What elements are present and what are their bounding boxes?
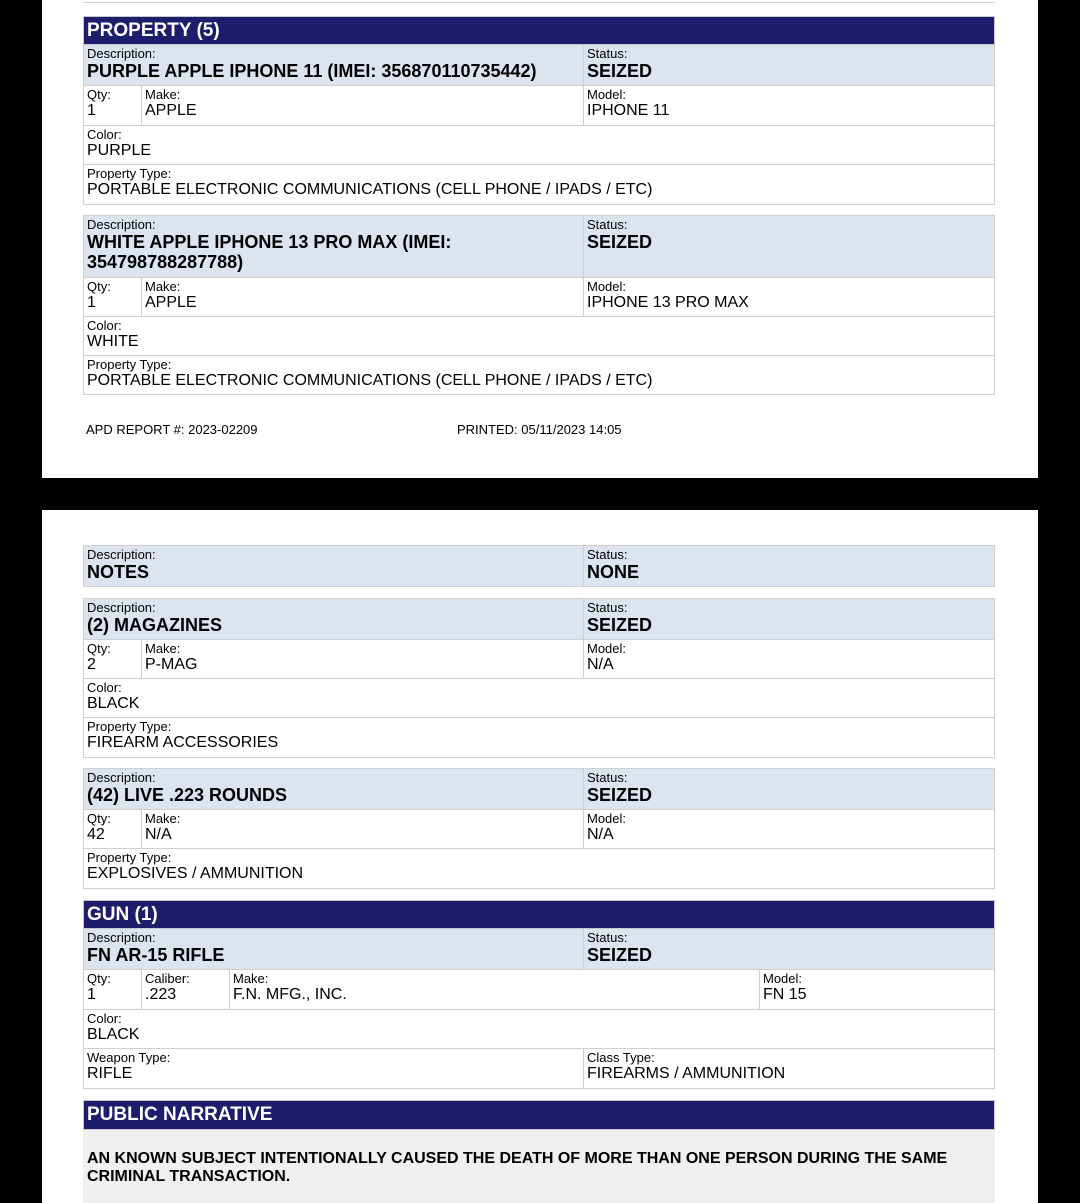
gun-color: BLACK <box>87 1026 140 1043</box>
gun-make: F.N. MFG., INC. <box>233 986 347 1003</box>
property-item-4-make: N/A <box>145 826 172 843</box>
property-item-3-make: P-MAG <box>145 656 198 673</box>
property-item-3-qty: 2 <box>87 656 96 673</box>
property-item-3-color: BLACK <box>87 695 140 712</box>
model-label: Model: <box>587 279 627 294</box>
property-item-4-type-row <box>83 849 995 889</box>
make-label: Make: <box>145 279 181 294</box>
report-page-1 <box>42 0 1038 478</box>
property-item-3-color-row <box>83 679 995 718</box>
qty-label: Qty: <box>87 811 111 826</box>
status-label: Status: <box>587 46 628 61</box>
property-item-1-model: IPHONE 11 <box>587 102 670 119</box>
property-item-2-description-line1: WHITE APPLE IPHONE 13 PRO MAX (IMEI: <box>87 232 452 252</box>
property-item-1-qty: 1 <box>87 102 96 119</box>
property-item-3-model: N/A <box>587 656 614 673</box>
gun-status: SEIZED <box>587 945 653 965</box>
property-item-3-type: FIREARM ACCESSORIES <box>87 734 279 751</box>
qty-label: Qty: <box>87 971 111 986</box>
property-item-4-model: N/A <box>587 826 614 843</box>
description-label: Description: <box>87 770 156 785</box>
page-top-divider <box>83 2 995 3</box>
property-item-4-details-row <box>83 810 995 849</box>
make-label: Make: <box>145 641 181 656</box>
property-item-3-details-row <box>83 640 995 679</box>
make-label: Make: <box>233 971 269 986</box>
notes-description: NOTES <box>87 562 150 582</box>
description-label: Description: <box>87 600 156 615</box>
property-item-4-status: SEIZED <box>587 785 653 805</box>
property-item-1-type-row <box>83 165 995 205</box>
property-item-2-type-row <box>83 356 995 395</box>
gun-qty: 1 <box>87 986 96 1003</box>
model-label: Model: <box>587 641 627 656</box>
status-label: Status: <box>587 217 628 232</box>
status-label: Status: <box>587 600 628 615</box>
class-type-label: Class Type: <box>587 1050 655 1065</box>
color-label: Color: <box>87 127 122 142</box>
gun-details-row <box>83 970 995 1010</box>
property-item-1-color-row <box>83 126 995 165</box>
color-label: Color: <box>87 1011 122 1026</box>
property-item-4-description: (42) LIVE .223 ROUNDS <box>87 785 288 805</box>
public-narrative-header: PUBLIC NARRATIVE <box>83 1100 995 1130</box>
property-item-1-description: PURPLE APPLE IPHONE 11 (IMEI: 356870110735442) <box>87 61 537 81</box>
property-item-1-make: APPLE <box>145 102 197 119</box>
property-item-2-model: IPHONE 13 PRO MAX <box>587 294 749 311</box>
notes-status: NONE <box>587 562 640 582</box>
public-narrative-text: AN KNOWN SUBJECT INTENTIONALLY CAUSED THE DEATH OF MORE THAN ONE PERSON DURING THE SAME CRIMINAL TRANSACTION. <box>83 1130 995 1203</box>
property-item-1-description-row <box>83 45 995 86</box>
qty-label: Qty: <box>87 87 111 102</box>
property-section-header: PROPERTY (5) <box>83 16 995 45</box>
property-item-2-qty: 1 <box>87 294 96 311</box>
color-label: Color: <box>87 680 122 695</box>
status-label: Status: <box>587 930 628 945</box>
weapon-type-label: Weapon Type: <box>87 1050 171 1065</box>
property-item-3-status: SEIZED <box>587 615 653 635</box>
property-item-3-description-row <box>83 598 995 640</box>
status-label: Status: <box>587 547 628 562</box>
property-type-label: Property Type: <box>87 166 172 181</box>
property-item-3-description: (2) MAGAZINES <box>87 615 222 635</box>
property-item-2-status: SEIZED <box>587 232 653 252</box>
property-item-3-type-row <box>83 718 995 758</box>
make-label: Make: <box>145 87 181 102</box>
property-item-4-qty: 42 <box>87 826 105 843</box>
property-item-2-details-row <box>83 278 995 317</box>
gun-description: FN AR-15 RIFLE <box>87 945 225 965</box>
gun-description-row <box>83 929 995 970</box>
property-item-2-description-row <box>83 215 995 278</box>
property-item-4-type: EXPLOSIVES / AMMUNITION <box>87 865 304 882</box>
notes-row <box>83 545 995 587</box>
property-item-2-type: PORTABLE ELECTRONIC COMMUNICATIONS (CELL PHONE / IPADS / ETC) <box>87 372 653 389</box>
model-label: Model: <box>587 87 627 102</box>
model-label: Model: <box>587 811 627 826</box>
printed-timestamp: PRINTED: 05/11/2023 14:05 <box>457 422 622 437</box>
gun-weapon-type: RIFLE <box>87 1065 133 1082</box>
description-label: Description: <box>87 547 156 562</box>
description-label: Description: <box>87 930 156 945</box>
property-item-2-color: WHITE <box>87 333 139 350</box>
qty-label: Qty: <box>87 279 111 294</box>
property-type-label: Property Type: <box>87 719 172 734</box>
caliber-label: Caliber: <box>145 971 190 986</box>
property-type-label: Property Type: <box>87 357 172 372</box>
gun-model: FN 15 <box>763 986 807 1003</box>
property-item-2-color-row <box>83 317 995 356</box>
report-page-2 <box>42 510 1038 1203</box>
property-item-2-description-line2: 354798788287788) <box>87 252 244 272</box>
qty-label: Qty: <box>87 641 111 656</box>
property-item-2-make: APPLE <box>145 294 197 311</box>
status-label: Status: <box>587 770 628 785</box>
property-item-1-color: PURPLE <box>87 142 152 159</box>
description-label: Description: <box>87 46 156 61</box>
description-label: Description: <box>87 217 156 232</box>
gun-color-row <box>83 1010 995 1049</box>
property-item-1-details-row <box>83 86 995 126</box>
property-item-1-status: SEIZED <box>587 61 653 81</box>
gun-caliber: .223 <box>145 986 177 1003</box>
report-number: APD REPORT #: 2023-02209 <box>86 422 258 437</box>
property-item-4-description-row <box>83 768 995 810</box>
property-type-label: Property Type: <box>87 850 172 865</box>
gun-type-row <box>83 1049 995 1089</box>
gun-class-type: FIREARMS / AMMUNITION <box>587 1065 786 1082</box>
gun-section-header: GUN (1) <box>83 900 995 929</box>
color-label: Color: <box>87 318 122 333</box>
make-label: Make: <box>145 811 181 826</box>
model-label: Model: <box>763 971 803 986</box>
property-item-1-type: PORTABLE ELECTRONIC COMMUNICATIONS (CELL PHONE / IPADS / ETC) <box>87 181 653 198</box>
